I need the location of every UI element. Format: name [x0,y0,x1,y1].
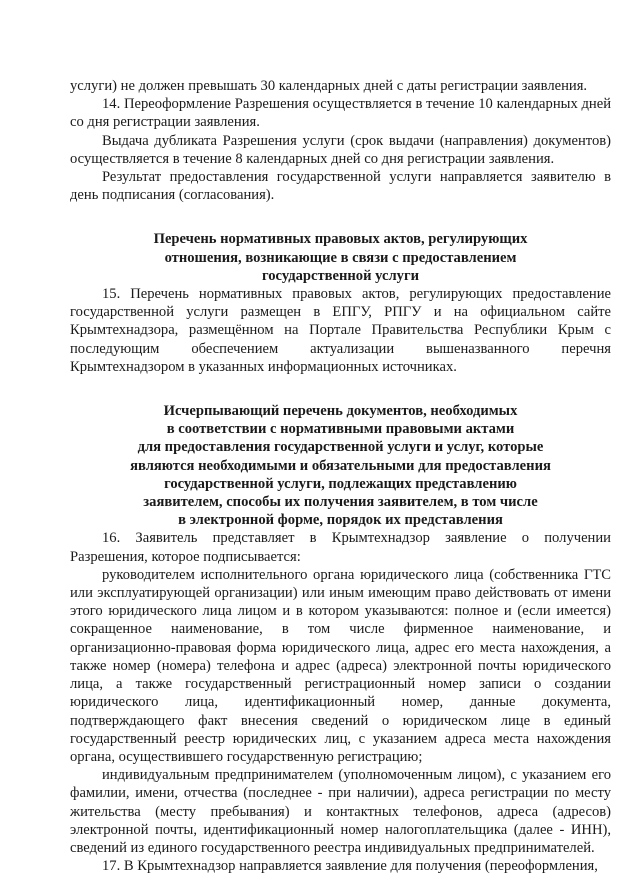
section-heading-required-documents [70,402,611,529]
document-body [70,77,611,875]
paragraph-result-delivery: Результат предоставления государственной услуги направляется заявителю в день подписания (согласования). [70,169,611,204]
paragraph-16: 16. Заявитель представляет в Крымтехнадзор заявление о получении Разрешения, которое подписывается: [70,530,611,565]
paragraph-legal-entity-signer: руководителем исполнительного органа юридического лица (собственника ГТС или эксплуатирующей организации) или иным имеющим право действовать от имени этого юридического лица лицом и в котором указываются: полное и (если имеется) сокращенное наименование, в том числе фирменное наименование, и организационно-правовая форма юридического лица, адрес его места нахождения, а также номер (номера) телефона и адрес (адреса) электронной почты юридического лица, а также государственный регистрационный номер записи о создании юридического лица, идентификационный номер, данные документа, подтверждающего факт внесения сведений о юридическом лице в единый государственный реестр юридических лиц, с указанием адреса места нахождения органа, осуществившего государственную регистрацию; [70,566,611,765]
heading-line: отношения, возникающие в связи с предоставлением [164,249,517,266]
paragraph-17: 17. В Крымтехнадзор направляется заявление для получения (переоформления, [102,858,598,875]
heading-line: Перечень нормативных правовых актов, регулирующих [153,231,528,248]
section-heading-legal-acts [70,230,611,285]
heading-line: заявителем, способы их получения заявителем, в том числе [143,494,538,511]
paragraph-individual-entrepreneur-signer: индивидуальным предпринимателем (уполномоченным лицом), с указанием его фамилии, имени, отчества (последнее - при наличии), адреса регистрации по месту жительства (месту пребывания) и контактных телефонов, адреса (адресов) электронной почты, идентификационный номер налогоплательщика (далее - ИНН), сведений из единого государственного реестра индивидуальных предпринимателей. [70,767,611,856]
heading-line: государственной услуги, подлежащих представлению [164,475,517,492]
heading-line: являются необходимыми и обязательными для предоставления [130,457,551,474]
paragraph-14: 14. Переоформление Разрешения осуществляется в течение 10 календарных дней со дня регистрации заявления. [70,96,611,131]
heading-line: Исчерпывающий перечень документов, необходимых [163,403,518,420]
heading-line: в электронной форме, порядок их представления [178,512,503,529]
paragraph-duplicate-issuance: Выдача дубликата Разрешения услуги (срок выдачи (направления) документов) осуществляется в течение 8 календарных дней со дня регистрации заявления. [70,132,611,167]
paragraph-deadline-tail: услуги) не должен превышать 30 календарных дней с даты регистрации заявления. [70,78,588,94]
paragraph-15: 15. Перечень нормативных правовых актов, регулирующих предоставление государственной услуги размещен в ЕПГУ, РПГУ и на официальном сайте Крымтехнадзора, размещённом на Портале Правительства Республики Крым с последующим обеспечением актуализации вышеназванного перечня Крымтехнадзором в указанных информационных источниках. [70,286,611,375]
heading-line: в соответствии с нормативными правовыми актами [166,421,515,438]
heading-line: для предоставления государственной услуги и услуг, которые [137,439,544,456]
heading-line: государственной услуги [261,267,420,284]
